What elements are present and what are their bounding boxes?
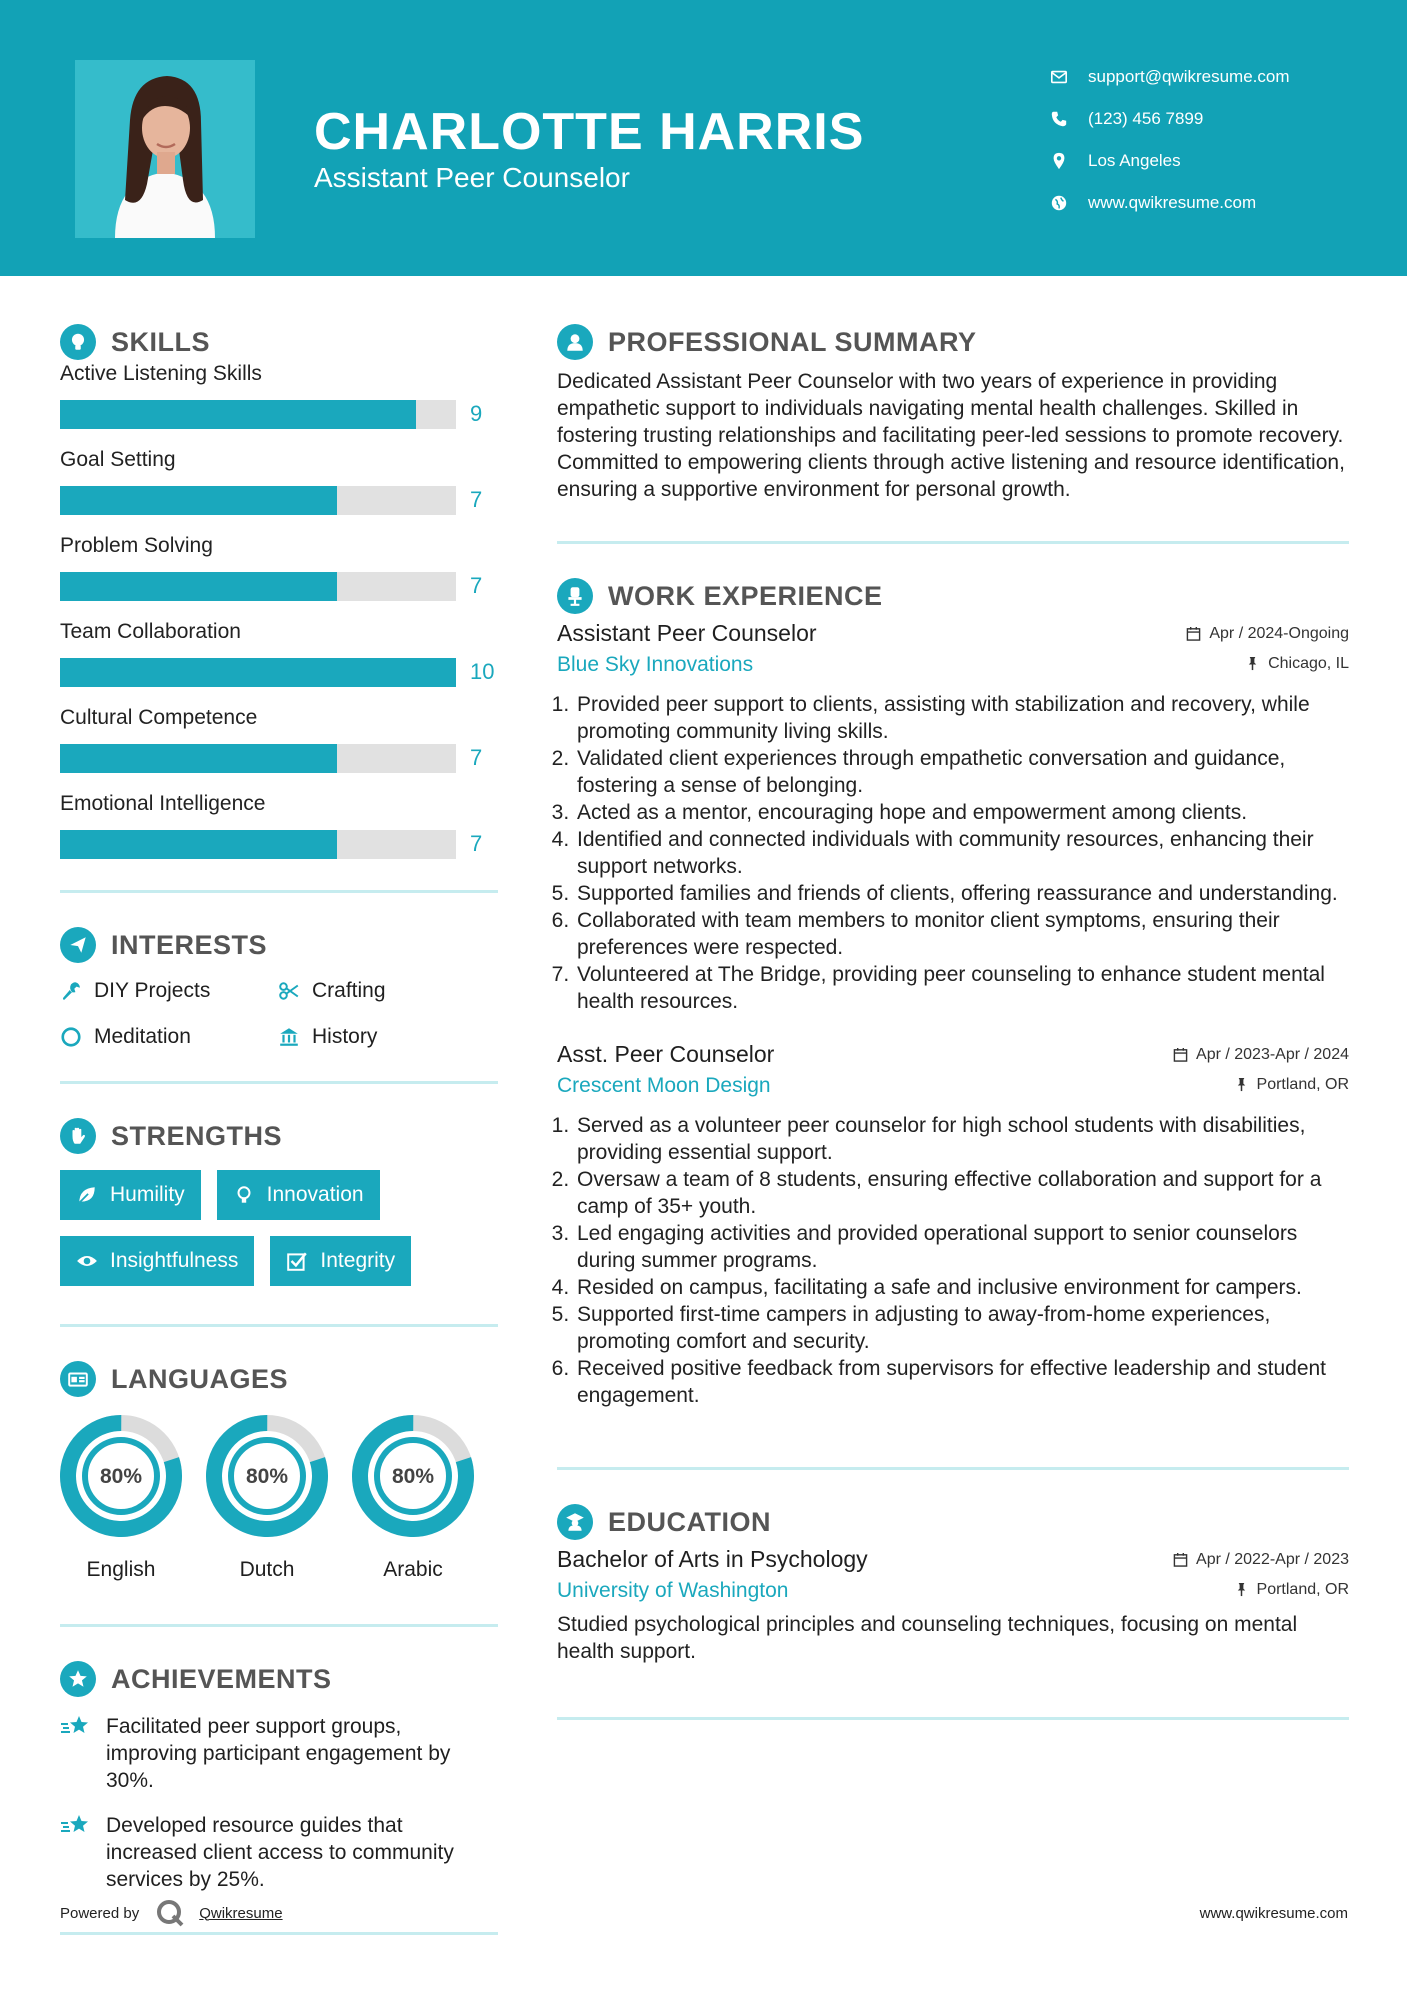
achievement-item [60, 1713, 498, 1794]
skill-bar-track [60, 744, 456, 773]
wrench-icon [60, 980, 82, 1002]
job-location-text: Chicago, IL [1268, 654, 1349, 672]
skill-bar-track [60, 658, 456, 687]
language-percent: 80% [99, 1465, 143, 1488]
job-duty: 3. Led engaging activities and provided operational support to senior counselors during summer programs. [575, 1220, 1349, 1274]
achievement-text: Facilitated peer support groups, improving participant engagement by 30%. [106, 1715, 451, 1792]
language-ring [206, 1415, 328, 1537]
qwikresume-logo-icon [155, 1898, 185, 1928]
contact-website[interactable] [1050, 182, 1290, 224]
shooting-star-icon [60, 1713, 92, 1741]
strength-chip [270, 1236, 411, 1286]
contact-email[interactable] [1050, 56, 1290, 98]
footer-url[interactable]: www.qwikresume.com [1199, 1905, 1348, 1922]
skills-heading [60, 320, 498, 364]
summary-text: Dedicated Assistant Peer Counselor with two years of experience in providing empathetic support to individuals navigating mental health challenges. Skilled in fostering trusting relationships and facilitating peer-led sessions to promote recovery. Committed to empowering clients through active listening and resource identification, ensuring a supportive environment for personal growth. [557, 370, 1345, 501]
eye-icon [76, 1250, 98, 1272]
achievements-heading [60, 1657, 498, 1701]
pushpin-icon [1234, 1077, 1249, 1092]
language-ring [352, 1415, 474, 1537]
skill-bar-row [60, 478, 498, 522]
leaf-icon [76, 1184, 98, 1206]
job-duty: 3. Acted as a mentor, encouraging hope and empowerment among clients. [575, 799, 1349, 826]
calendar-icon [1173, 1552, 1188, 1567]
skill-label: Emotional Intelligence [60, 792, 266, 815]
job-dates-text: Apr / 2023-Apr / 2024 [1196, 1045, 1349, 1063]
skill-value: 10 [470, 659, 495, 684]
job-dates [1173, 1046, 1349, 1064]
job-entry [557, 620, 1349, 1015]
job-dates-text: Apr / 2024-Ongoing [1209, 624, 1349, 642]
job-duty: 5. Supported first-time campers in adjusting to away-from-home experiences, promoting comfort and security. [575, 1301, 1349, 1355]
contact-phone[interactable] [1050, 98, 1290, 140]
job-duty: 1. Served as a volunteer peer counselor for high school students with disabilities, providing essential support. [575, 1112, 1349, 1166]
candidate-name: CHARLOTTE HARRIS [314, 103, 865, 161]
contact-email-text: support@qwikresume.com [1088, 67, 1290, 86]
language-name: English [86, 1558, 156, 1581]
job-duty: 6. Collaborated with team members to monitor client symptoms, ensuring their preferences were respected. [575, 907, 1349, 961]
pushpin-icon [1234, 1582, 1249, 1597]
strength-chip [217, 1170, 380, 1220]
language-item [60, 1415, 182, 1582]
lightbulb-icon [233, 1184, 255, 1206]
chair-icon [557, 578, 593, 614]
achievements-title: ACHIEVEMENTS [111, 1663, 332, 1694]
skill-label: Active Listening Skills [60, 362, 262, 385]
checkbox-icon [286, 1250, 308, 1272]
job-dates [1186, 625, 1349, 643]
education-heading [557, 1500, 1349, 1544]
interests-heading [60, 923, 498, 967]
strengths-list [60, 1170, 460, 1286]
language-name: Arabic [383, 1558, 443, 1581]
skill-bar-row [60, 392, 498, 436]
skill-bar-track [60, 400, 456, 429]
phone-icon [1050, 110, 1068, 128]
interest-item [60, 975, 278, 1007]
job-header [557, 1041, 1349, 1068]
footer-powered-by [60, 1898, 283, 1928]
skill-value: 7 [470, 487, 483, 512]
summary-heading [557, 320, 1349, 364]
job-location [1245, 655, 1349, 673]
education-dates-text: Apr / 2022-Apr / 2023 [1196, 1550, 1349, 1568]
strengths-heading [60, 1114, 498, 1158]
skill-label: Team Collaboration [60, 620, 241, 643]
section-divider [60, 1081, 498, 1084]
strength-chip [60, 1170, 201, 1220]
skill-bar-row [60, 650, 498, 694]
job-role: Asst. Peer Counselor [557, 1041, 775, 1067]
skills-title: SKILLS [111, 326, 211, 357]
summary-title: PROFESSIONAL SUMMARY [608, 326, 977, 357]
resume-header [0, 0, 1407, 276]
section-divider [60, 1324, 498, 1327]
achievements-list [60, 1713, 498, 1893]
strength-label: Innovation [266, 1183, 364, 1206]
language-percent: 80% [245, 1465, 289, 1488]
skill-value: 7 [470, 745, 483, 770]
strength-label: Humility [110, 1183, 185, 1206]
skill-bar-fill [60, 572, 337, 601]
job-duty: 4. Resided on campus, facilitating a safe and inclusive environment for campers. [575, 1274, 1349, 1301]
section-divider [60, 1932, 498, 1935]
job-duty: 2. Oversaw a team of 8 students, ensuring effective collaboration and support for a camp of 35+ youth. [575, 1166, 1349, 1220]
strengths-title: STRENGTHS [111, 1120, 283, 1151]
skill-bar-track [60, 830, 456, 859]
skill-bar-row [60, 822, 498, 866]
language-item [352, 1415, 474, 1582]
skill-bar-fill [60, 658, 456, 687]
job-location-text: Portland, OR [1256, 1075, 1349, 1093]
job-location [1234, 1076, 1349, 1094]
contact-phone-text: (123) 456 7899 [1088, 109, 1204, 128]
contact-location [1050, 140, 1290, 182]
education-text: Studied psychological principles and counseling techniques, focusing on mental health support. [557, 1613, 1298, 1663]
languages-title: LANGUAGES [111, 1363, 289, 1394]
museum-icon [278, 1026, 300, 1048]
job-duty: 6. Received positive feedback from supervisors for effective leadership and student engagement. [575, 1355, 1349, 1409]
language-percent: 80% [391, 1465, 435, 1488]
job-duties [557, 691, 1349, 1015]
job-role: Assistant Peer Counselor [557, 620, 817, 646]
circle-icon [60, 1026, 82, 1048]
section-divider [557, 541, 1349, 544]
calendar-icon [1173, 1047, 1188, 1062]
lightbulb-icon [60, 324, 96, 360]
shooting-star-icon [60, 1812, 92, 1840]
contact-list [1050, 56, 1290, 224]
job-duty: 1. Provided peer support to clients, assisting with stabilization and recovery, while promoting community living skills. [575, 691, 1349, 745]
globe-icon [1050, 194, 1068, 212]
achievement-item [60, 1812, 498, 1893]
skill-value: 7 [470, 831, 483, 856]
education-title: EDUCATION [608, 1506, 771, 1537]
skill-bar-row [60, 564, 498, 608]
graduate-icon [557, 1504, 593, 1540]
pushpin-icon [1245, 656, 1260, 671]
job-duty: 7. Volunteered at The Bridge, providing peer counseling to enhance student mental health resources. [575, 961, 1349, 1015]
language-ring [60, 1415, 182, 1537]
experience-heading [557, 574, 1349, 618]
profile-photo [75, 60, 255, 238]
strength-label: Insightfulness [110, 1249, 239, 1272]
left-column [60, 320, 498, 1893]
right-column [557, 320, 1349, 1720]
skill-value: 9 [470, 401, 483, 426]
calendar-icon [1186, 626, 1201, 641]
interest-item [60, 1021, 278, 1053]
education-header [557, 1546, 1349, 1573]
scissors-icon [278, 980, 300, 1002]
language-icon [60, 1361, 96, 1397]
job-entry [557, 1041, 1349, 1409]
interest-label: Crafting [312, 979, 386, 1002]
job-duties [557, 1112, 1349, 1409]
experience-title: WORK EXPERIENCE [608, 580, 883, 611]
job-subheader [557, 1074, 1349, 1098]
education-entry [557, 1546, 1349, 1665]
strength-label: Integrity [320, 1249, 396, 1272]
job-company: Crescent Moon Design [557, 1074, 771, 1097]
section-divider [60, 1624, 498, 1627]
interest-item [278, 975, 478, 1007]
job-company: Blue Sky Innovations [557, 653, 754, 676]
language-name: Dutch [239, 1558, 295, 1581]
skill-label: Goal Setting [60, 448, 176, 471]
languages-list [60, 1415, 498, 1582]
interests-title: INTERESTS [111, 929, 268, 960]
languages-heading [60, 1357, 498, 1401]
interest-label: Meditation [94, 1025, 191, 1048]
job-duty: 4. Identified and connected individuals with community resources, enhancing their support networks. [575, 826, 1349, 880]
contact-location-text: Los Angeles [1088, 151, 1181, 170]
skill-value: 7 [470, 573, 483, 598]
skill-bar-fill [60, 486, 337, 515]
skills-list [60, 362, 498, 866]
interest-item [278, 1021, 478, 1053]
skill-label: Cultural Competence [60, 706, 258, 729]
interest-label: History [312, 1025, 378, 1048]
paper-plane-icon [60, 927, 96, 963]
envelope-icon [1050, 68, 1068, 86]
education-subheader [557, 1579, 1349, 1603]
powered-by-label: Powered by [60, 1904, 140, 1922]
section-divider [60, 890, 498, 893]
star-badge-icon [60, 1661, 96, 1697]
profile-photo-illustration [75, 60, 255, 238]
strength-chip [60, 1236, 254, 1286]
section-divider [557, 1717, 1349, 1720]
interests-list [60, 975, 498, 1053]
skill-bar-fill [60, 830, 337, 859]
qwikresume-link[interactable]: Qwikresume [199, 1904, 283, 1922]
language-item [206, 1415, 328, 1582]
skill-bar-fill [60, 744, 337, 773]
candidate-title: Assistant Peer Counselor [314, 162, 630, 193]
job-subheader [557, 653, 1349, 677]
interest-label: DIY Projects [94, 979, 211, 1002]
skill-bar-fill [60, 400, 416, 429]
skill-bar-track [60, 486, 456, 515]
education-location-text: Portland, OR [1256, 1580, 1349, 1598]
map-pin-icon [1050, 152, 1068, 170]
skill-bar-row [60, 736, 498, 780]
contact-website-text: www.qwikresume.com [1088, 193, 1257, 212]
skill-label: Problem Solving [60, 534, 213, 557]
hand-icon [60, 1118, 96, 1154]
education-school: University of Washington [557, 1579, 789, 1602]
job-header [557, 620, 1349, 647]
user-icon [557, 324, 593, 360]
job-duty: 5. Supported families and friends of clients, offering reassurance and understanding. [575, 880, 1349, 907]
job-duty: 2. Validated client experiences through empathetic conversation and guidance, fostering a sense of belonging. [575, 745, 1349, 799]
education-degree: Bachelor of Arts in Psychology [557, 1546, 868, 1572]
skill-bar-track [60, 572, 456, 601]
achievement-text: Developed resource guides that increased client access to community services by 25%. [106, 1814, 454, 1891]
section-divider [557, 1467, 1349, 1470]
education-dates [1173, 1551, 1349, 1569]
education-location [1234, 1581, 1349, 1599]
